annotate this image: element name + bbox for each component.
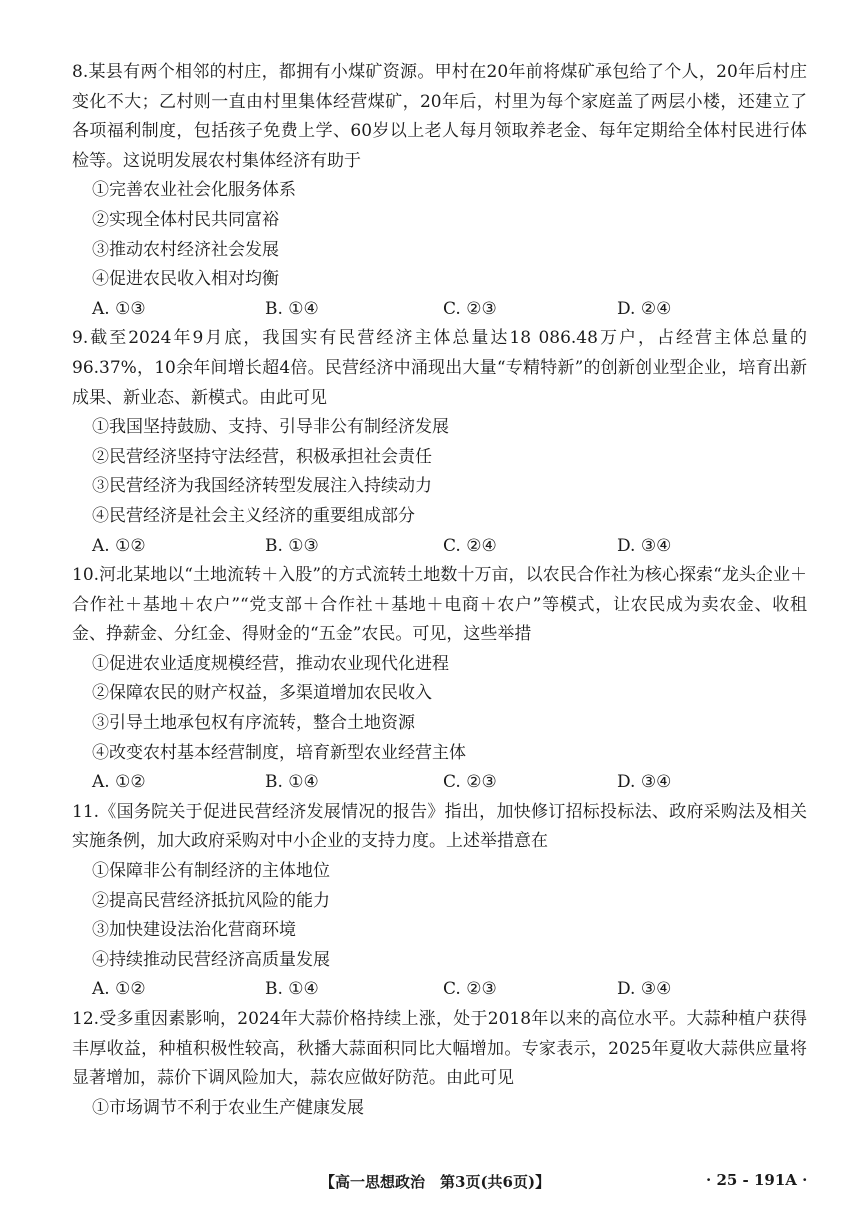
answer-c: C. ②④ [443,535,497,556]
answer-d: D. ③④ [617,535,672,556]
answer-choices [92,295,807,325]
option-item: ①促进农业适度规模经营，推动农业现代化进程 [92,653,449,674]
answer-a: A. ①② [92,535,146,556]
option-item: ①完善农业社会化服务体系 [92,180,296,201]
answer-b: B. ①④ [265,772,319,793]
option-item: ④改变农村基本经营制度，培育新型农业经营主体 [92,742,466,763]
answer-choices [92,975,807,1005]
option-item: ①市场调节不利于农业生产健康发展 [92,1097,364,1118]
answer-d: D. ③④ [617,979,672,1000]
option-item: ④持续推动民营经济高质量发展 [92,949,330,970]
question-stem: 9.截至2024年9月底，我国实有民营经济主体总量达18 086.48万户，占经营主体总量的96.37%，10余年间增长超4倍。民营经济中涌现出大量“专精特新”的创新创业型企业，培育出新成果、新业态、新模式。由此可见 [72,328,807,408]
question-9 [72,324,807,561]
answer-choices [92,532,807,562]
answer-a: A. ①③ [92,298,146,319]
option-item: ③推动农村经济社会发展 [92,239,279,260]
answer-a: A. ①② [92,979,146,1000]
option-item: ②实现全体村民共同富裕 [92,209,279,230]
answer-b: B. ①④ [265,979,319,1000]
question-11 [72,798,807,1005]
answer-d: D. ③④ [617,772,672,793]
option-item: ④促进农民收入相对均衡 [92,269,279,290]
answer-c: C. ②③ [443,772,497,793]
question-10 [72,561,807,798]
option-item: ③加快建设法治化营商环境 [92,920,296,941]
option-item: ②民营经济坚持守法经营，积极承担社会责任 [92,446,432,467]
answer-c: C. ②③ [443,979,497,1000]
option-item: ①保障非公有制经济的主体地位 [92,861,330,882]
option-item: ②保障农民的财产权益，多渠道增加农民收入 [92,683,432,704]
question-stem: 10.河北某地以“土地流转＋入股”的方式流转土地数十万亩，以农民合作社为核心探索“龙头企业＋合作社＋基地＋农户”“党支部＋合作社＋基地＋电商＋农户”等模式，让农民成为卖农金、收租金、挣薪金、分红金、得财金的“五金”农民。可见，这些举措 [72,565,807,645]
option-item: ④民营经济是社会主义经济的重要组成部分 [92,505,415,526]
answer-d: D. ②④ [617,298,672,319]
footer-title: 【高一思想政治 第3页(共6页)】 [320,1173,551,1191]
question-list [72,58,807,1123]
question-stem: 8.某县有两个相邻的村庄，都拥有小煤矿资源。甲村在20年前将煤矿承包给了个人，20年后村庄变化不大；乙村则一直由村里集体经营煤矿，20年后，村里为每个家庭盖了两层小楼，还建立了各项福利制度，包括孩子免费上学、60岁以上老人每月领取养老金、每年定期给全体村民进行体检等。这说明发展农村集体经济有助于 [72,62,807,171]
question-12 [72,1005,807,1123]
footer-code: · 25 - 191A · [706,1171,808,1189]
option-item: ③引导土地承包权有序流转，整合土地资源 [92,713,415,734]
answer-choices [92,768,807,798]
question-stem: 12.受多重因素影响，2024年大蒜价格持续上涨，处于2018年以来的高位水平。大蒜种植户获得丰厚收益，种植积极性较高，秋播大蒜面积同比大幅增加。专家表示，2025年夏收大蒜供应量将显著增加，蒜价下调风险加大，蒜农应做好防范。由此可见 [72,1009,807,1089]
option-item: ③民营经济为我国经济转型发展注入持续动力 [92,476,432,497]
answer-c: C. ②③ [443,298,497,319]
option-item: ①我国坚持鼓励、支持、引导非公有制经济发展 [92,417,449,438]
answer-b: B. ①③ [265,535,319,556]
option-item: ②提高民营经济抵抗风险的能力 [92,890,330,911]
question-8 [72,58,807,324]
answer-a: A. ①② [92,772,146,793]
answer-b: B. ①④ [265,298,319,319]
question-stem: 11.《国务院关于促进民营经济发展情况的报告》指出，加快修订招标投标法、政府采购法及相关实施条例，加大政府采购对中小企业的支持力度。上述举措意在 [72,801,807,852]
